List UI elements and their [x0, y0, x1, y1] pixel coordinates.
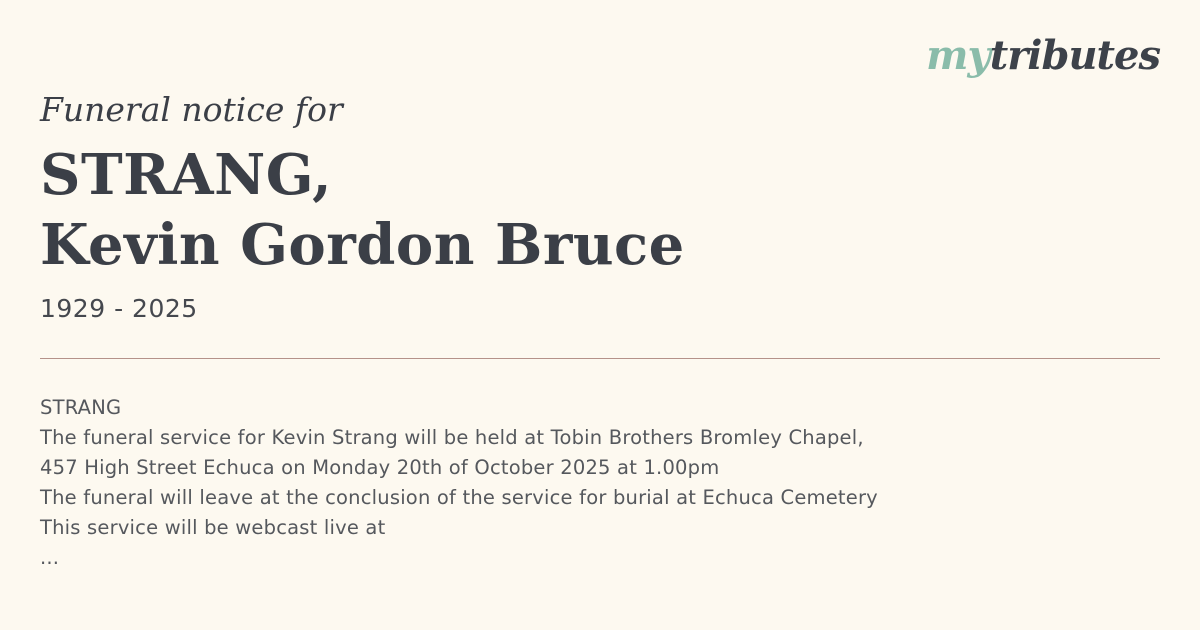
notice-line: 457 High Street Echuca on Monday 20th of October 2025 at 1.00pm: [40, 456, 720, 479]
deceased-surname: STRANG,: [40, 142, 333, 208]
deceased-given-names: Kevin Gordon Bruce: [40, 212, 685, 278]
notice-type-label: Funeral notice for: [40, 90, 343, 129]
notice-body: [40, 393, 1160, 573]
mytributes-logo[interactable]: [926, 34, 1160, 78]
notice-line: STRANG: [40, 396, 122, 419]
logo-my-text: my: [926, 32, 990, 79]
logo-tributes-text: tributes: [989, 32, 1160, 79]
notice-line: The funeral will leave at the conclusion of the service for burial at Echuca Cemetery: [40, 486, 878, 509]
notice-truncation-ellipsis: ...: [40, 546, 60, 569]
notice-line: This service will be webcast live at: [40, 516, 386, 539]
notice-line: The funeral service for Kevin Strang will be held at Tobin Brothers Bromley Chapel,: [40, 426, 864, 449]
life-years: 1929 - 2025: [40, 294, 198, 323]
deceased-name-heading: [40, 140, 1160, 280]
divider-line: [40, 358, 1160, 359]
